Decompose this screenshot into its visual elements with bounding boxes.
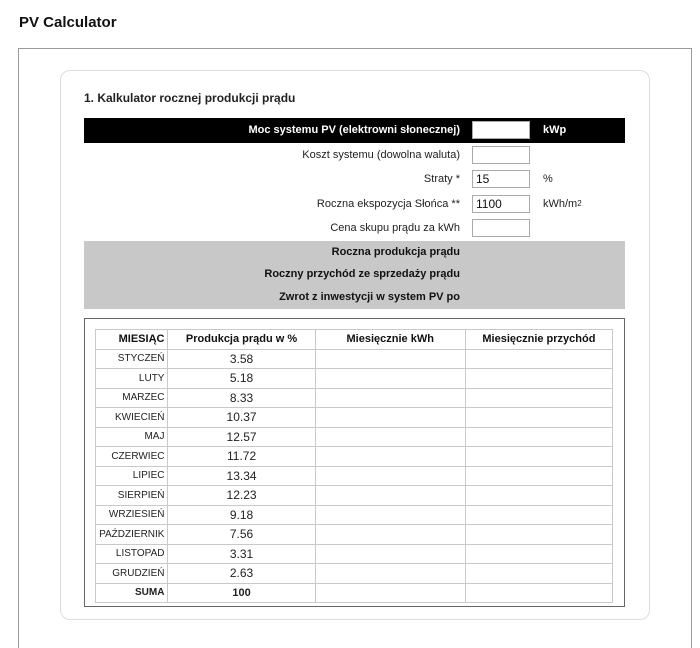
monthly-income-cell — [465, 544, 612, 564]
monthly-income-cell — [465, 466, 612, 486]
table-row — [96, 486, 613, 506]
production-pct-cell: 7.56 — [168, 525, 315, 545]
production-pct-cell: 5.18 — [168, 369, 315, 389]
sum-kwh-cell — [315, 583, 465, 603]
monthly-kwh-cell — [315, 486, 465, 506]
month-cell: STYCZEŃ — [96, 349, 168, 369]
month-cell: LUTY — [96, 369, 168, 389]
month-cell: GRUDZIEŃ — [96, 564, 168, 584]
production-pct-cell: 3.58 — [168, 349, 315, 369]
month-cell: LIPIEC — [96, 466, 168, 486]
system-power-input[interactable] — [472, 121, 530, 139]
monthly-kwh-cell — [315, 349, 465, 369]
solar-exposure-input[interactable] — [472, 195, 530, 213]
month-cell: MARZEC — [96, 388, 168, 408]
monthly-income-cell — [465, 408, 612, 428]
payback-row — [84, 286, 625, 309]
monthly-table-box — [84, 318, 625, 607]
month-cell: WRZIESIEŃ — [96, 505, 168, 525]
month-cell: PAŹDZIERNIK — [96, 525, 168, 545]
monthly-kwh-cell — [315, 525, 465, 545]
month-cell: SIERPIEŃ — [96, 486, 168, 506]
sum-income-cell — [465, 583, 612, 603]
system-cost-label: Koszt systemu (dowolna waluta) — [302, 148, 460, 161]
losses-row — [84, 167, 625, 192]
production-pct-cell: 12.23 — [168, 486, 315, 506]
table-row — [96, 388, 613, 408]
losses-label: Straty * — [423, 173, 460, 186]
production-pct-cell: 8.33 — [168, 388, 315, 408]
month-cell: KWIECIEŃ — [96, 408, 168, 428]
monthly-income-cell — [465, 505, 612, 525]
sum-pct-cell: 100 — [168, 583, 315, 603]
monthly-income-cell — [465, 427, 612, 447]
annual-production-label: Roczna produkcja prądu — [331, 245, 460, 258]
solar-exposure-label: Roczna ekspozycja Słońca ** — [316, 197, 460, 210]
solar-exposure-unit — [543, 192, 582, 217]
payback-label: Zwrot z inwestycji w system PV po — [279, 290, 460, 303]
calculator-form — [84, 118, 625, 309]
month-cell: MAJ — [96, 427, 168, 447]
header-production-pct: Produkcja prądu w % — [168, 330, 315, 350]
production-pct-cell: 11.72 — [168, 447, 315, 467]
system-power-unit: kWp — [543, 124, 567, 137]
monthly-income-cell — [465, 525, 612, 545]
sum-label-cell: SUMA — [96, 583, 168, 603]
monthly-kwh-cell — [315, 544, 465, 564]
table-row — [96, 564, 613, 584]
header-month: MIESIĄC — [96, 330, 168, 350]
monthly-income-cell — [465, 486, 612, 506]
production-pct-cell: 9.18 — [168, 505, 315, 525]
monthly-kwh-cell — [315, 388, 465, 408]
losses-unit: % — [543, 173, 553, 186]
losses-input[interactable] — [472, 170, 530, 188]
solar-exposure-unit-sup: 2 — [577, 199, 582, 209]
section-title: 1. Kalkulator rocznej produkcji prądu — [84, 91, 296, 105]
monthly-income-cell — [465, 564, 612, 584]
system-power-row — [84, 118, 625, 143]
table-header-row — [96, 330, 613, 350]
buy-price-row — [84, 216, 625, 241]
production-pct-cell: 12.57 — [168, 427, 315, 447]
buy-price-label: Cena skupu prądu za kWh — [330, 222, 460, 235]
monthly-income-cell — [465, 447, 612, 467]
buy-price-input[interactable] — [472, 219, 530, 237]
production-pct-cell: 3.31 — [168, 544, 315, 564]
monthly-income-cell — [465, 349, 612, 369]
table-row — [96, 349, 613, 369]
table-row — [96, 447, 613, 467]
table-sum-row — [96, 583, 613, 603]
monthly-kwh-cell — [315, 466, 465, 486]
table-row — [96, 525, 613, 545]
system-power-label: Moc systemu PV (elektrowni słonecznej) — [248, 124, 460, 137]
monthly-kwh-cell — [315, 369, 465, 389]
annual-income-label: Roczny przychód ze sprzedaży prądu — [264, 268, 460, 281]
monthly-kwh-cell — [315, 447, 465, 467]
annual-production-row — [84, 241, 625, 264]
header-monthly-income: Miesięcznie przychód — [465, 330, 612, 350]
annual-income-row — [84, 263, 625, 286]
monthly-kwh-cell — [315, 408, 465, 428]
monthly-income-cell — [465, 388, 612, 408]
month-cell: CZERWIEC — [96, 447, 168, 467]
table-row — [96, 466, 613, 486]
table-row — [96, 408, 613, 428]
monthly-kwh-cell — [315, 564, 465, 584]
page-title: PV Calculator — [19, 14, 117, 31]
system-cost-row — [84, 143, 625, 168]
results-panel — [84, 241, 625, 309]
production-pct-cell: 2.63 — [168, 564, 315, 584]
monthly-table — [95, 329, 613, 603]
solar-exposure-row — [84, 192, 625, 217]
table-row — [96, 369, 613, 389]
production-pct-cell: 10.37 — [168, 408, 315, 428]
table-row — [96, 544, 613, 564]
system-cost-input[interactable] — [472, 146, 530, 164]
header-monthly-kwh: Miesięcznie kWh — [315, 330, 465, 350]
monthly-income-cell — [465, 369, 612, 389]
table-row — [96, 427, 613, 447]
solar-exposure-unit-base: kWh/m — [543, 197, 578, 210]
month-cell: LISTOPAD — [96, 544, 168, 564]
table-body — [96, 349, 613, 603]
monthly-kwh-cell — [315, 427, 465, 447]
monthly-kwh-cell — [315, 505, 465, 525]
table-row — [96, 505, 613, 525]
production-pct-cell: 13.34 — [168, 466, 315, 486]
